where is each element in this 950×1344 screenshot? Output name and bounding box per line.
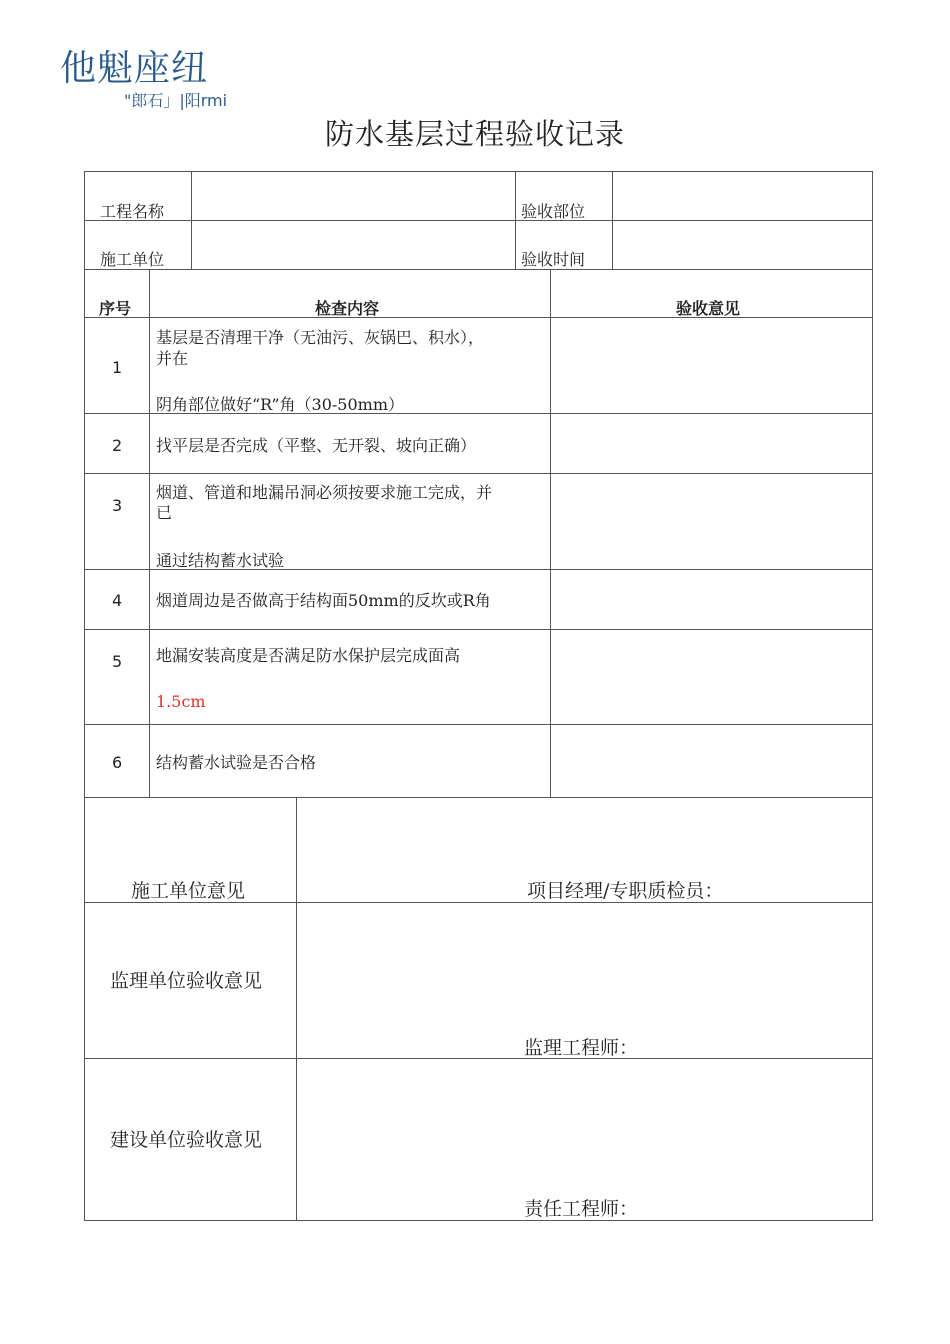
document-title: 防水基层过程验收记录 <box>324 117 625 151</box>
project-manager-label: 项目经理/专职质检员： <box>527 880 724 902</box>
construction-opinion-label: 施工单位意见 <box>131 880 246 902</box>
company-logo-subtext: "郎石」|阳rmi <box>124 91 228 110</box>
project-name-label: 工程名称 <box>100 202 165 221</box>
owner-engineer-label: 责任工程师： <box>524 1198 639 1220</box>
row-divider <box>84 797 872 798</box>
column-divider <box>296 797 297 1220</box>
row-content-line: 通过结构蓄水试验 <box>156 551 285 570</box>
row-divider <box>84 220 872 221</box>
row-divider <box>84 1058 872 1059</box>
row-divider <box>84 629 872 630</box>
row-content-highlight: 1.5cm <box>156 692 206 711</box>
opinion-column-header: 验收意见 <box>676 299 741 318</box>
content-column-header: 检查内容 <box>315 299 380 318</box>
column-divider <box>149 269 150 797</box>
row-seq: 3 <box>112 496 123 515</box>
acceptance-time-label: 验收时间 <box>521 250 586 269</box>
row-seq: 6 <box>112 753 123 772</box>
company-logo-text: 他魁座纽 <box>60 48 209 89</box>
row-divider <box>84 724 872 725</box>
row-content-line: 基层是否清理干净（无油污、灰锅巴、积水）， <box>156 328 485 347</box>
row-content-line: 结构蓄水试验是否合格 <box>156 753 317 772</box>
row-seq: 5 <box>112 652 123 671</box>
row-content-line: 已 <box>156 503 173 522</box>
row-content-line: 烟道周边是否做高于结构面50mm的反坎或R角 <box>156 591 491 610</box>
row-seq: 1 <box>112 358 123 377</box>
acceptance-part-label: 验收部位 <box>521 202 586 221</box>
row-content-line: 阴角部位做好“R”角（30-50mm） <box>156 395 405 414</box>
row-divider <box>84 473 872 474</box>
row-divider <box>84 317 872 318</box>
row-seq: 4 <box>112 591 123 610</box>
column-divider <box>550 269 551 797</box>
row-seq: 2 <box>112 436 123 455</box>
supervision-opinion-label: 监理单位验收意见 <box>110 970 263 992</box>
row-content-line: 找平层是否完成（平整、无开裂、坡向正确） <box>156 436 477 455</box>
construction-unit-label: 施工单位 <box>100 250 165 269</box>
row-content-line: 并在 <box>156 349 189 368</box>
column-divider <box>515 171 516 269</box>
column-divider <box>612 171 613 269</box>
supervisor-label: 监理工程师： <box>524 1037 639 1059</box>
seq-column-header: 序号 <box>99 299 132 318</box>
column-divider <box>191 171 192 269</box>
owner-opinion-label: 建设单位验收意见 <box>110 1129 263 1151</box>
row-divider <box>84 269 872 270</box>
row-content-line: 烟道、管道和地漏吊洞必须按要求施工完成，并 <box>156 483 493 502</box>
row-content-line: 地漏安装高度是否满足防水保护层完成面高 <box>156 646 461 665</box>
